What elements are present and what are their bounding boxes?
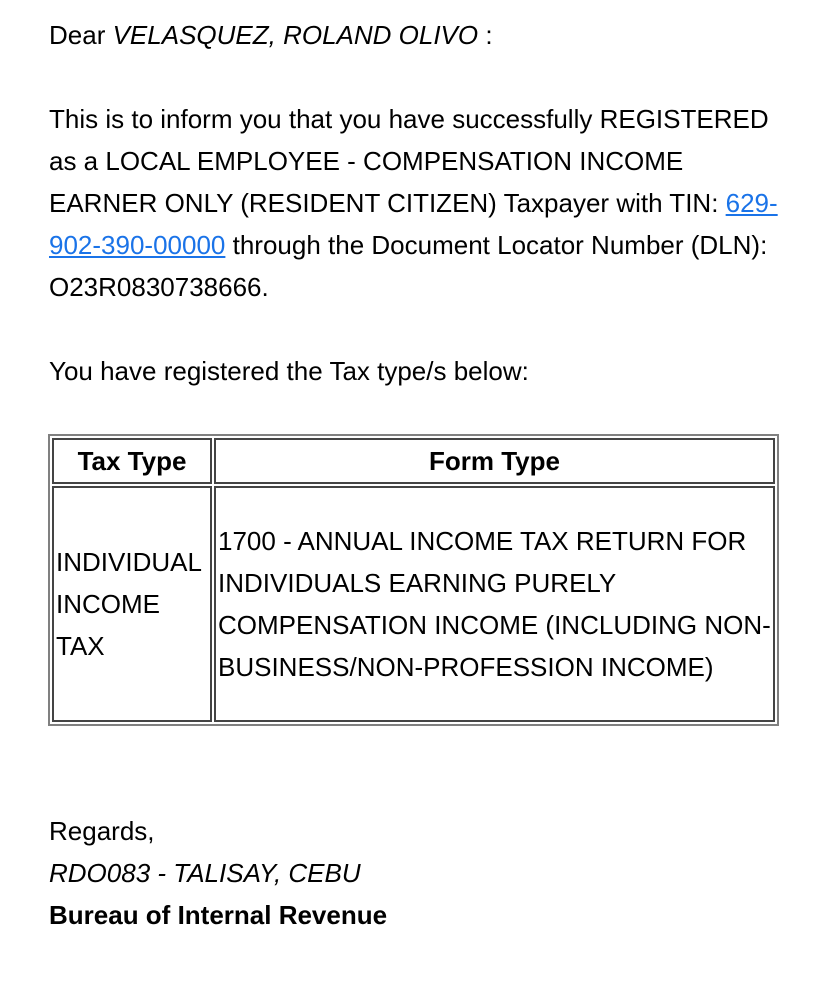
email-body (49, 14, 789, 936)
greeting-prefix: Dear (49, 20, 113, 50)
intro-text-after-tin: through the Document Locator Number (DLN): O23R0830738666. (49, 230, 768, 302)
cell-form-type: 1700 - ANNUAL INCOME TAX RETURN FOR INDIVIDUALS EARNING PURELY COMPENSATION INCOME (INCLUDING NON-BUSINESS/NON-PROFESSION INCOME) (214, 486, 775, 722)
cell-tax-type: INDIVIDUAL INCOME TAX (52, 486, 212, 722)
tax-type-table (48, 434, 779, 726)
tin-link[interactable]: 629-902-390-00000 (49, 188, 778, 260)
regards-line: Regards, (49, 816, 155, 846)
table-row (52, 486, 775, 722)
agency-name: Bureau of Internal Revenue (49, 900, 388, 930)
tax-type-intro: You have registered the Tax type/s below: (49, 356, 529, 386)
intro-text-before-tin: This is to inform you that you have successfully REGISTERED as a LOCAL EMPLOYEE - COMPENSATION INCOME EARNER ONLY (RESIDENT CITIZEN) Taxpayer with TIN: (49, 104, 769, 218)
signoff-block (49, 810, 789, 936)
greeting-suffix: : (478, 20, 493, 50)
taxpayer-name: VELASQUEZ, ROLAND OLIVO (112, 20, 479, 50)
table-header-row (52, 438, 775, 484)
header-tax-type: Tax Type (52, 438, 212, 484)
greeting-line (49, 14, 789, 56)
rdo-office: RDO083 - TALISAY, CEBU (49, 858, 361, 888)
intro-paragraph (49, 98, 789, 308)
header-form-type: Form Type (214, 438, 775, 484)
